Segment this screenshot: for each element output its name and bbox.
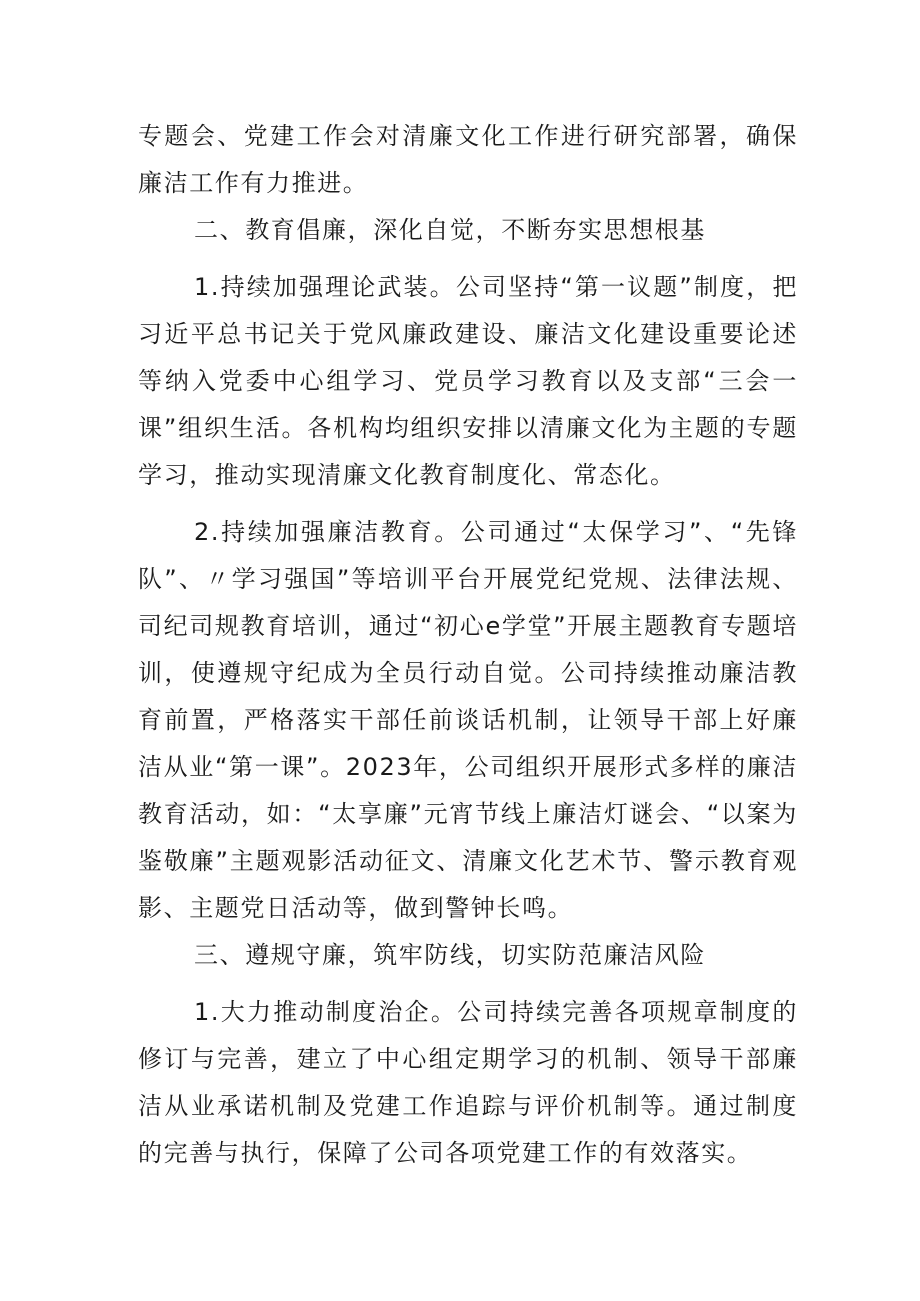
- document-body: [138, 113, 798, 1177]
- section-heading-three: 三、遵规守廉，筑牢防线，切实防范廉洁风险: [194, 941, 706, 969]
- paragraph-system-governance: 1.大力推动制度治企。公司持续完善各项规章制度的修订与完善，建立了中心组定期学习的机制、领导干部廉洁从业承诺机制及党建工作追踪与评价机制等。通过制度的完善与执行，保障了公司各项党建工作的有效落实。: [138, 998, 798, 1167]
- paragraph-continuation: 专题会、党建工作会对清廉文化工作进行研究部署，确保廉洁工作有力推进。: [138, 122, 798, 197]
- section-heading-two: 二、教育倡廉，深化自觉，不断夯实思想根基: [194, 216, 706, 244]
- paragraph-integrity-education: 2.持续加强廉洁教育。公司通过“太保学习”、“先锋队”、〃学习强国”等培训平台开展党纪党规、法律法规、司纪司规教育培训，通过“初心e学堂”开展主题教育专题培训，使遵规守纪成为全员行动自觉。公司持续推动廉洁教育前置，严格落实干部任前谈话机制，让领导干部上好廉洁从业“第一课”。2023年，公司组织开展形式多样的廉洁教育活动，如：“太享廉”元宵节线上廉洁灯谜会、“以案为鉴敬廉”主题观影活动征文、清廉文化艺术节、警示教育观影、主题党日活动等，做到警钟长鸣。: [138, 518, 798, 922]
- paragraph-theory-study: 1.持续加强理论武装。公司坚持“第一议题”制度，把习近平总书记关于党风廉政建设、廉洁文化建设重要论述等纳入党委中心组学习、党员学习教育以及支部“三会一课”组织生活。各机构均组织安排以清廉文化为主题的专题学习，推动实现清廉文化教育制度化、常态化。: [138, 273, 798, 489]
